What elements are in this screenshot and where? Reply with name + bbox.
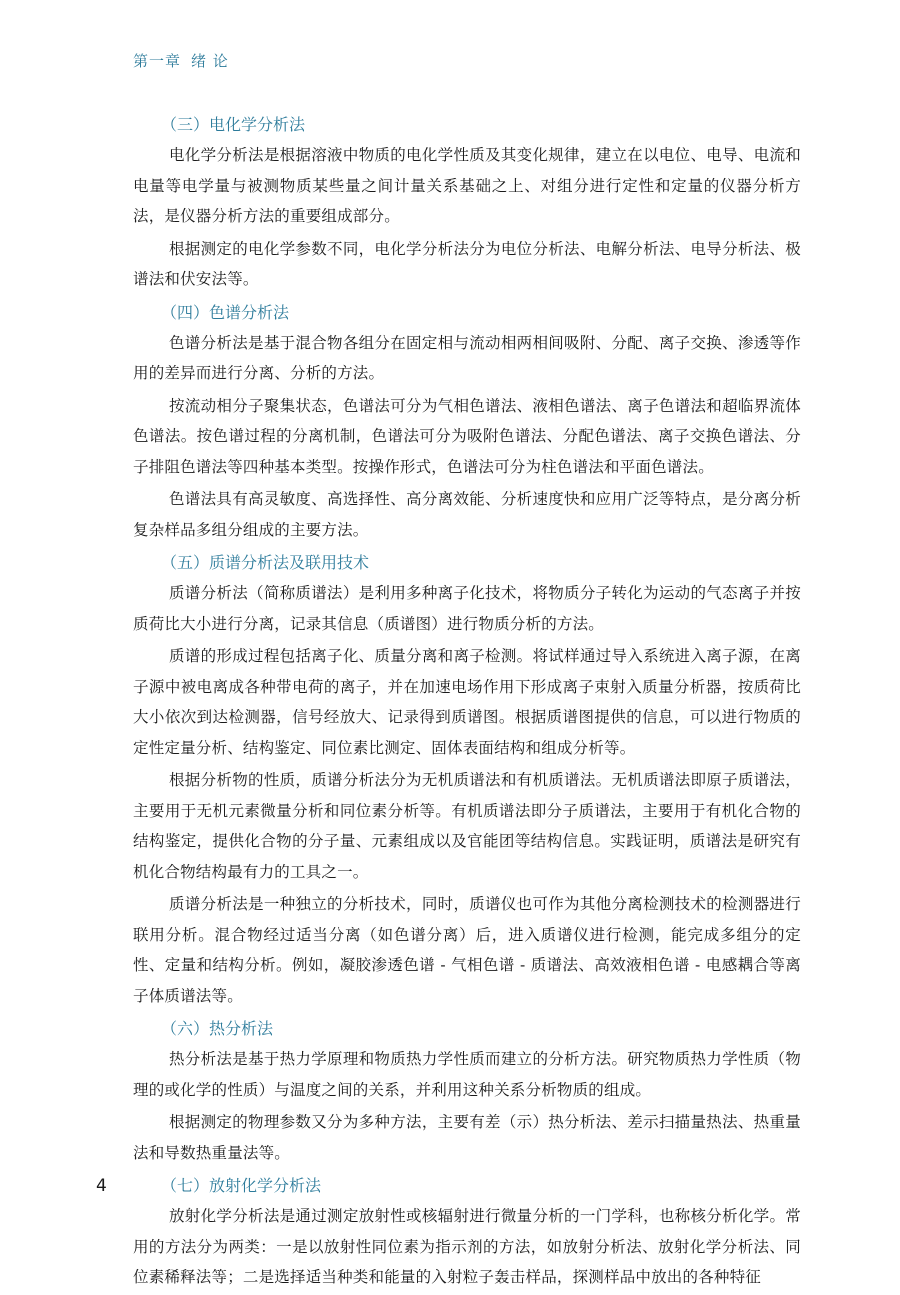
section-heading: （五）质谱分析法及联用技术 bbox=[161, 553, 370, 572]
section-mass-spectrometry bbox=[133, 547, 801, 1011]
paragraph: 质谱分析法（简称质谱法）是利用多种离子化技术，将物质分子转化为运动的气态离子并按质荷比大小进行分离，记录其信息（质谱图）进行物质分析的方法。 bbox=[133, 584, 801, 633]
section-radiochemical-analysis bbox=[133, 1170, 801, 1293]
section-heading: （六）热分析法 bbox=[161, 1019, 274, 1038]
page-body bbox=[133, 109, 801, 1295]
chapter-label: 第一章 bbox=[133, 52, 182, 70]
paragraph: 根据测定的电化学参数不同，电化学分析法分为电位分析法、电解分析法、电导分析法、极谱法和伏安法等。 bbox=[133, 239, 801, 288]
paragraph: 质谱的形成过程包括离子化、质量分离和离子检测。将试样通过导入系统进入离子源，在离子源中被电离成各种带电荷的离子，并在加速电场作用下形成离子束射入质量分析器，按质荷比大小依次到达检测器，信号经放大、记录得到质谱图。根据质谱图提供的信息，可以进行物质的定性定量分析、结构鉴定、同位素比测定、固体表面结构和组成分析等。 bbox=[133, 647, 801, 757]
running-header bbox=[133, 50, 229, 71]
section-electrochemical-analysis bbox=[133, 109, 801, 295]
section-heading: （三）电化学分析法 bbox=[161, 115, 306, 134]
section-thermal-analysis bbox=[133, 1013, 801, 1168]
chapter-title: 绪 论 bbox=[191, 52, 229, 70]
paragraph: 热分析法是基于热力学原理和物质热力学性质而建立的分析方法。研究物质热力学性质（物理的或化学的性质）与温度之间的关系，并利用这种关系分析物质的组成。 bbox=[133, 1050, 801, 1099]
paragraph: 根据分析物的性质，质谱分析法分为无机质谱法和有机质谱法。无机质谱法即原子质谱法，主要用于无机元素微量分析和同位素分析等。有机质谱法即分子质谱法，主要用于有机化合物的结构鉴定，提供化合物的分子量、元素组成以及官能团等结构信息。实践证明，质谱法是研究有机化合物结构最有力的工具之一。 bbox=[133, 771, 801, 881]
page-number: 4 bbox=[96, 1176, 107, 1196]
section-chromatographic-analysis bbox=[133, 297, 801, 546]
paragraph: 电化学分析法是根据溶液中物质的电化学性质及其变化规律，建立在以电位、电导、电流和电量等电学量与被测物质某些量之间计量关系基础之上、对组分进行定性和定量的仪器分析方法，是仪器分析方法的重要组成部分。 bbox=[133, 146, 801, 225]
paragraph: 质谱分析法是一种独立的分析技术，同时，质谱仪也可作为其他分离检测技术的检测器进行联用分析。混合物经过适当分离（如色谱分离）后，进入质谱仪进行检测，能完成多组分的定性、定量和结构分析。例如，凝胶渗透色谱 - 气相色谱 - 质谱法、高效液相色谱 - 电感耦合等离子体质谱法等。 bbox=[133, 895, 801, 1005]
paragraph: 放射化学分析法是通过测定放射性或核辐射进行微量分析的一门学科，也称核分析化学。常用的方法分为两类：一是以放射性同位素为指示剂的方法，如放射分析法、放射化学分析法、同位素稀释法等；二是选择适当种类和能量的入射粒子轰击样品，探测样品中放出的各种特征 bbox=[133, 1207, 801, 1286]
section-heading: （四）色谱分析法 bbox=[161, 302, 290, 322]
paragraph: 按流动相分子聚集状态，色谱法可分为气相色谱法、液相色谱法、离子色谱法和超临界流体色谱法。按色谱过程的分离机制，色谱法可分为吸附色谱法、分配色谱法、离子交换色谱法、分子排阻色谱法等四种基本类型。按操作形式，色谱法可分为柱色谱法和平面色谱法。 bbox=[133, 396, 801, 476]
paragraph: 色谱分析法是基于混合物各组分在固定相与流动相两相间吸附、分配、离子交换、渗透等作用的差异而进行分离、分析的方法。 bbox=[133, 333, 801, 382]
paragraph: 色谱法具有高灵敏度、高选择性、高分离效能、分析速度快和应用广泛等特点，是分离分析复杂样品多组分组成的主要方法。 bbox=[133, 490, 801, 539]
paragraph: 根据测定的物理参数又分为多种方法，主要有差（示）热分析法、差示扫描量热法、热重量法和导数热重量法等。 bbox=[133, 1113, 801, 1162]
section-heading: （七）放射化学分析法 bbox=[161, 1176, 322, 1195]
